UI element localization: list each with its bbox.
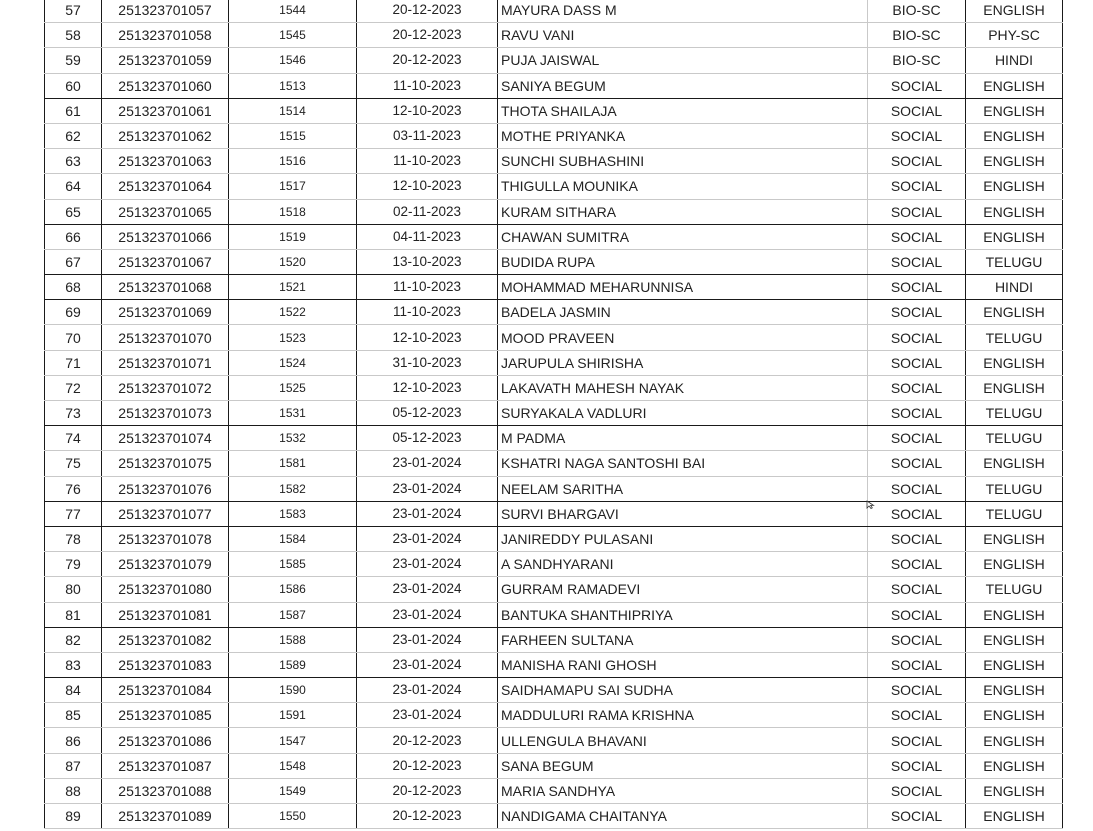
code-cell[interactable]: 1520 (229, 249, 357, 274)
subject-cell[interactable]: SOCIAL (868, 426, 966, 451)
subject-cell[interactable]: SOCIAL (868, 174, 966, 199)
date-cell[interactable]: 02-11-2023 (357, 199, 498, 224)
table-row (45, 73, 1063, 98)
date-cell[interactable]: 23-01-2024 (357, 476, 498, 501)
date-cell[interactable]: 23-01-2024 (357, 501, 498, 526)
code-cell[interactable]: 1587 (229, 602, 357, 627)
table-row (45, 48, 1063, 73)
date-cell[interactable]: 04-11-2023 (357, 224, 498, 249)
admission-id-cell[interactable]: 251323701076 (102, 476, 229, 501)
name-cell[interactable]: M PADMA (498, 426, 868, 451)
subject-cell[interactable]: SOCIAL (868, 678, 966, 703)
subject-cell[interactable]: SOCIAL (868, 123, 966, 148)
table-row (45, 426, 1063, 451)
name-cell[interactable]: THOTA SHAILAJA (498, 98, 868, 123)
code-cell[interactable]: 1591 (229, 703, 357, 728)
medium-cell[interactable]: ENGLISH (966, 375, 1063, 400)
admission-id-cell[interactable]: 251323701086 (102, 728, 229, 753)
serial-number-cell[interactable]: 81 (45, 602, 102, 627)
admission-id-cell[interactable]: 251323701061 (102, 98, 229, 123)
table-row (45, 804, 1063, 829)
date-cell[interactable]: 23-01-2024 (357, 703, 498, 728)
subject-cell[interactable]: SOCIAL (868, 627, 966, 652)
admission-id-cell[interactable]: 251323701063 (102, 149, 229, 174)
medium-cell[interactable]: ENGLISH (966, 149, 1063, 174)
date-cell[interactable]: 12-10-2023 (357, 325, 498, 350)
date-cell[interactable]: 20-12-2023 (357, 48, 498, 73)
code-cell[interactable]: 1514 (229, 98, 357, 123)
serial-number-cell[interactable]: 83 (45, 652, 102, 677)
medium-cell[interactable]: ENGLISH (966, 778, 1063, 803)
name-cell[interactable]: CHAWAN SUMITRA (498, 224, 868, 249)
admission-id-cell[interactable]: 251323701088 (102, 778, 229, 803)
code-cell[interactable]: 1523 (229, 325, 357, 350)
admission-id-cell[interactable]: 251323701085 (102, 703, 229, 728)
medium-cell[interactable]: TELUGU (966, 249, 1063, 274)
name-cell[interactable]: SURVI BHARGAVI (498, 501, 868, 526)
medium-cell[interactable]: TELUGU (966, 325, 1063, 350)
admission-id-cell[interactable]: 251323701062 (102, 123, 229, 148)
admission-id-cell[interactable]: 251323701077 (102, 501, 229, 526)
serial-number-cell[interactable]: 80 (45, 577, 102, 602)
code-cell[interactable]: 1589 (229, 652, 357, 677)
date-cell[interactable]: 23-01-2024 (357, 627, 498, 652)
date-cell[interactable]: 23-01-2024 (357, 652, 498, 677)
admission-id-cell[interactable]: 251323701089 (102, 804, 229, 829)
table-row (45, 0, 1063, 23)
subject-cell[interactable]: SOCIAL (868, 300, 966, 325)
code-cell[interactable]: 1584 (229, 526, 357, 551)
admission-id-cell[interactable]: 251323701068 (102, 275, 229, 300)
code-cell[interactable]: 1513 (229, 73, 357, 98)
admission-id-cell[interactable]: 251323701082 (102, 627, 229, 652)
medium-cell[interactable]: TELUGU (966, 401, 1063, 426)
subject-cell[interactable]: SOCIAL (868, 451, 966, 476)
medium-cell[interactable]: ENGLISH (966, 678, 1063, 703)
name-cell[interactable]: KSHATRI NAGA SANTOSHI BAI (498, 451, 868, 476)
serial-number-cell[interactable]: 59 (45, 48, 102, 73)
medium-cell[interactable]: ENGLISH (966, 123, 1063, 148)
code-cell[interactable]: 1583 (229, 501, 357, 526)
subject-cell[interactable]: SOCIAL (868, 249, 966, 274)
date-cell[interactable]: 23-01-2024 (357, 552, 498, 577)
date-cell[interactable]: 23-01-2024 (357, 602, 498, 627)
medium-cell[interactable]: ENGLISH (966, 174, 1063, 199)
code-cell[interactable]: 1516 (229, 149, 357, 174)
name-cell[interactable]: MOHAMMAD MEHARUNNISA (498, 275, 868, 300)
date-cell[interactable]: 20-12-2023 (357, 0, 498, 23)
table-row (45, 249, 1063, 274)
medium-cell[interactable]: ENGLISH (966, 73, 1063, 98)
code-cell[interactable]: 1515 (229, 123, 357, 148)
name-cell[interactable]: NEELAM SARITHA (498, 476, 868, 501)
code-cell[interactable]: 1548 (229, 753, 357, 778)
date-cell[interactable]: 23-01-2024 (357, 678, 498, 703)
name-cell[interactable]: MOTHE PRIYANKA (498, 123, 868, 148)
subject-cell[interactable]: SOCIAL (868, 73, 966, 98)
code-cell[interactable]: 1581 (229, 451, 357, 476)
subject-cell[interactable]: SOCIAL (868, 375, 966, 400)
serial-number-cell[interactable]: 89 (45, 804, 102, 829)
medium-cell[interactable]: ENGLISH (966, 224, 1063, 249)
admission-id-cell[interactable]: 251323701064 (102, 174, 229, 199)
date-cell[interactable]: 12-10-2023 (357, 98, 498, 123)
table-row (45, 98, 1063, 123)
table-row (45, 275, 1063, 300)
serial-number-cell[interactable]: 88 (45, 778, 102, 803)
name-cell[interactable]: ULLENGULA BHAVANI (498, 728, 868, 753)
subject-cell[interactable]: BIO-SC (868, 48, 966, 73)
table-row (45, 602, 1063, 627)
admission-id-cell[interactable]: 251323701067 (102, 249, 229, 274)
admission-id-cell[interactable]: 251323701070 (102, 325, 229, 350)
medium-cell[interactable]: ENGLISH (966, 602, 1063, 627)
subject-cell[interactable]: SOCIAL (868, 728, 966, 753)
date-cell[interactable]: 11-10-2023 (357, 300, 498, 325)
serial-number-cell[interactable]: 60 (45, 73, 102, 98)
name-cell[interactable]: SURYAKALA VADLURI (498, 401, 868, 426)
medium-cell[interactable]: ENGLISH (966, 728, 1063, 753)
subject-cell[interactable]: SOCIAL (868, 501, 966, 526)
medium-cell[interactable]: ENGLISH (966, 98, 1063, 123)
subject-cell[interactable]: BIO-SC (868, 0, 966, 23)
table-row (45, 350, 1063, 375)
subject-cell[interactable]: SOCIAL (868, 703, 966, 728)
admission-id-cell[interactable]: 251323701060 (102, 73, 229, 98)
name-cell[interactable]: SANA BEGUM (498, 753, 868, 778)
date-cell[interactable]: 23-01-2024 (357, 577, 498, 602)
admission-id-cell[interactable]: 251323701087 (102, 753, 229, 778)
serial-number-cell[interactable]: 75 (45, 451, 102, 476)
medium-cell[interactable]: ENGLISH (966, 627, 1063, 652)
admission-id-cell[interactable]: 251323701078 (102, 526, 229, 551)
name-cell[interactable]: GURRAM RAMADEVI (498, 577, 868, 602)
date-cell[interactable]: 05-12-2023 (357, 401, 498, 426)
medium-cell[interactable]: ENGLISH (966, 526, 1063, 551)
serial-number-cell[interactable]: 69 (45, 300, 102, 325)
serial-number-cell[interactable]: 76 (45, 476, 102, 501)
admission-id-cell[interactable]: 251323701080 (102, 577, 229, 602)
name-cell[interactable]: MARIA SANDHYA (498, 778, 868, 803)
subject-cell[interactable]: SOCIAL (868, 753, 966, 778)
code-cell[interactable]: 1531 (229, 401, 357, 426)
name-cell[interactable]: NANDIGAMA CHAITANYA (498, 804, 868, 829)
code-cell[interactable]: 1586 (229, 577, 357, 602)
code-cell[interactable]: 1519 (229, 224, 357, 249)
serial-number-cell[interactable]: 67 (45, 249, 102, 274)
name-cell[interactable]: SUNCHI SUBHASHINI (498, 149, 868, 174)
admission-id-cell[interactable]: 251323701081 (102, 602, 229, 627)
name-cell[interactable]: PUJA JAISWAL (498, 48, 868, 73)
cursor-icon (866, 500, 875, 509)
admission-id-cell[interactable]: 251323701074 (102, 426, 229, 451)
subject-cell[interactable]: SOCIAL (868, 325, 966, 350)
serial-number-cell[interactable]: 84 (45, 678, 102, 703)
table-row (45, 300, 1063, 325)
admission-id-cell[interactable]: 251323701071 (102, 350, 229, 375)
subject-cell[interactable]: SOCIAL (868, 778, 966, 803)
code-cell[interactable]: 1517 (229, 174, 357, 199)
medium-cell[interactable]: TELUGU (966, 577, 1063, 602)
table-row (45, 23, 1063, 48)
name-cell[interactable]: LAKAVATH MAHESH NAYAK (498, 375, 868, 400)
name-cell[interactable]: JANIREDDY PULASANI (498, 526, 868, 551)
serial-number-cell[interactable]: 58 (45, 23, 102, 48)
table-row (45, 224, 1063, 249)
medium-cell[interactable]: ENGLISH (966, 300, 1063, 325)
medium-cell[interactable]: TELUGU (966, 476, 1063, 501)
admission-id-cell[interactable]: 251323701059 (102, 48, 229, 73)
subject-cell[interactable]: BIO-SC (868, 23, 966, 48)
serial-number-cell[interactable]: 72 (45, 375, 102, 400)
table-row (45, 627, 1063, 652)
table-row (45, 174, 1063, 199)
table-row (45, 552, 1063, 577)
medium-cell[interactable]: ENGLISH (966, 703, 1063, 728)
code-cell[interactable]: 1522 (229, 300, 357, 325)
table-row (45, 451, 1063, 476)
medium-cell[interactable]: ENGLISH (966, 652, 1063, 677)
admission-id-cell[interactable]: 251323701079 (102, 552, 229, 577)
date-cell[interactable]: 20-12-2023 (357, 778, 498, 803)
serial-number-cell[interactable]: 65 (45, 199, 102, 224)
serial-number-cell[interactable]: 62 (45, 123, 102, 148)
date-cell[interactable]: 05-12-2023 (357, 426, 498, 451)
serial-number-cell[interactable]: 85 (45, 703, 102, 728)
subject-cell[interactable]: SOCIAL (868, 476, 966, 501)
date-cell[interactable]: 11-10-2023 (357, 73, 498, 98)
serial-number-cell[interactable]: 82 (45, 627, 102, 652)
serial-number-cell[interactable]: 57 (45, 0, 102, 23)
table-row (45, 753, 1063, 778)
name-cell[interactable]: BANTUKA SHANTHIPRIYA (498, 602, 868, 627)
medium-cell[interactable]: PHY-SC (966, 23, 1063, 48)
date-cell[interactable]: 20-12-2023 (357, 23, 498, 48)
medium-cell[interactable]: ENGLISH (966, 753, 1063, 778)
date-cell[interactable]: 20-12-2023 (357, 753, 498, 778)
table-row (45, 728, 1063, 753)
subject-cell[interactable]: SOCIAL (868, 199, 966, 224)
serial-number-cell[interactable]: 79 (45, 552, 102, 577)
table-row (45, 652, 1063, 677)
medium-cell[interactable]: ENGLISH (966, 0, 1063, 23)
date-cell[interactable]: 20-12-2023 (357, 728, 498, 753)
name-cell[interactable]: RAVU VANI (498, 23, 868, 48)
date-cell[interactable]: 31-10-2023 (357, 350, 498, 375)
subject-cell[interactable]: SOCIAL (868, 526, 966, 551)
date-cell[interactable]: 12-10-2023 (357, 375, 498, 400)
table-row (45, 401, 1063, 426)
serial-number-cell[interactable]: 74 (45, 426, 102, 451)
code-cell[interactable]: 1521 (229, 275, 357, 300)
serial-number-cell[interactable]: 73 (45, 401, 102, 426)
name-cell[interactable]: JARUPULA SHIRISHA (498, 350, 868, 375)
name-cell[interactable]: A SANDHYARANI (498, 552, 868, 577)
medium-cell[interactable]: HINDI (966, 48, 1063, 73)
subject-cell[interactable]: SOCIAL (868, 804, 966, 829)
code-cell[interactable]: 1546 (229, 48, 357, 73)
name-cell[interactable]: BUDIDA RUPA (498, 249, 868, 274)
table-row (45, 678, 1063, 703)
code-cell[interactable]: 1549 (229, 778, 357, 803)
date-cell[interactable]: 23-01-2024 (357, 451, 498, 476)
subject-cell[interactable]: SOCIAL (868, 401, 966, 426)
records-table (44, 0, 1063, 829)
date-cell[interactable]: 13-10-2023 (357, 249, 498, 274)
name-cell[interactable]: THIGULLA MOUNIKA (498, 174, 868, 199)
date-cell[interactable]: 20-12-2023 (357, 804, 498, 829)
code-cell[interactable]: 1544 (229, 0, 357, 23)
code-cell[interactable]: 1525 (229, 375, 357, 400)
medium-cell[interactable]: HINDI (966, 275, 1063, 300)
code-cell[interactable]: 1532 (229, 426, 357, 451)
name-cell[interactable]: BADELA JASMIN (498, 300, 868, 325)
serial-number-cell[interactable]: 86 (45, 728, 102, 753)
name-cell[interactable]: FARHEEN SULTANA (498, 627, 868, 652)
table-row (45, 123, 1063, 148)
table-row (45, 501, 1063, 526)
code-cell[interactable]: 1545 (229, 23, 357, 48)
serial-number-cell[interactable]: 68 (45, 275, 102, 300)
admission-id-cell[interactable]: 251323701069 (102, 300, 229, 325)
subject-cell[interactable]: SOCIAL (868, 98, 966, 123)
code-cell[interactable]: 1547 (229, 728, 357, 753)
code-cell[interactable]: 1588 (229, 627, 357, 652)
subject-cell[interactable]: SOCIAL (868, 652, 966, 677)
serial-number-cell[interactable]: 70 (45, 325, 102, 350)
table-row (45, 476, 1063, 501)
medium-cell[interactable]: ENGLISH (966, 350, 1063, 375)
medium-cell[interactable]: ENGLISH (966, 804, 1063, 829)
admission-id-cell[interactable]: 251323701066 (102, 224, 229, 249)
table-body (45, 0, 1063, 829)
name-cell[interactable]: SAIDHAMAPU SAI SUDHA (498, 678, 868, 703)
serial-number-cell[interactable]: 64 (45, 174, 102, 199)
table-row (45, 149, 1063, 174)
admission-id-cell[interactable]: 251323701073 (102, 401, 229, 426)
name-cell[interactable]: MAYURA DASS M (498, 0, 868, 23)
subject-cell[interactable]: SOCIAL (868, 224, 966, 249)
subject-cell[interactable]: SOCIAL (868, 577, 966, 602)
code-cell[interactable]: 1582 (229, 476, 357, 501)
date-cell[interactable]: 11-10-2023 (357, 149, 498, 174)
date-cell[interactable]: 03-11-2023 (357, 123, 498, 148)
admission-id-cell[interactable]: 251323701058 (102, 23, 229, 48)
name-cell[interactable]: SANIYA BEGUM (498, 73, 868, 98)
code-cell[interactable]: 1518 (229, 199, 357, 224)
serial-number-cell[interactable]: 78 (45, 526, 102, 551)
admission-id-cell[interactable]: 251323701075 (102, 451, 229, 476)
name-cell[interactable]: MANISHA RANI GHOSH (498, 652, 868, 677)
subject-cell[interactable]: SOCIAL (868, 602, 966, 627)
admission-id-cell[interactable]: 251323701072 (102, 375, 229, 400)
code-cell[interactable]: 1524 (229, 350, 357, 375)
serial-number-cell[interactable]: 71 (45, 350, 102, 375)
medium-cell[interactable]: TELUGU (966, 501, 1063, 526)
code-cell[interactable]: 1590 (229, 678, 357, 703)
admission-id-cell[interactable]: 251323701084 (102, 678, 229, 703)
subject-cell[interactable]: SOCIAL (868, 275, 966, 300)
medium-cell[interactable]: ENGLISH (966, 552, 1063, 577)
name-cell[interactable]: MADDULURI RAMA KRISHNA (498, 703, 868, 728)
serial-number-cell[interactable]: 66 (45, 224, 102, 249)
table-row (45, 526, 1063, 551)
table-row (45, 577, 1063, 602)
table-row (45, 325, 1063, 350)
name-cell[interactable]: KURAM SITHARA (498, 199, 868, 224)
subject-cell[interactable]: SOCIAL (868, 552, 966, 577)
admission-id-cell[interactable]: 251323701057 (102, 0, 229, 23)
medium-cell[interactable]: ENGLISH (966, 199, 1063, 224)
table-row (45, 199, 1063, 224)
code-cell[interactable]: 1550 (229, 804, 357, 829)
table-row (45, 778, 1063, 803)
name-cell[interactable]: MOOD PRAVEEN (498, 325, 868, 350)
serial-number-cell[interactable]: 63 (45, 149, 102, 174)
date-cell[interactable]: 23-01-2024 (357, 526, 498, 551)
table-row (45, 703, 1063, 728)
code-cell[interactable]: 1585 (229, 552, 357, 577)
admission-id-cell[interactable]: 251323701065 (102, 199, 229, 224)
serial-number-cell[interactable]: 77 (45, 501, 102, 526)
medium-cell[interactable]: TELUGU (966, 426, 1063, 451)
admission-id-cell[interactable]: 251323701083 (102, 652, 229, 677)
subject-cell[interactable]: SOCIAL (868, 350, 966, 375)
date-cell[interactable]: 11-10-2023 (357, 275, 498, 300)
table-row (45, 375, 1063, 400)
serial-number-cell[interactable]: 61 (45, 98, 102, 123)
medium-cell[interactable]: ENGLISH (966, 451, 1063, 476)
serial-number-cell[interactable]: 87 (45, 753, 102, 778)
date-cell[interactable]: 12-10-2023 (357, 174, 498, 199)
subject-cell[interactable]: SOCIAL (868, 149, 966, 174)
